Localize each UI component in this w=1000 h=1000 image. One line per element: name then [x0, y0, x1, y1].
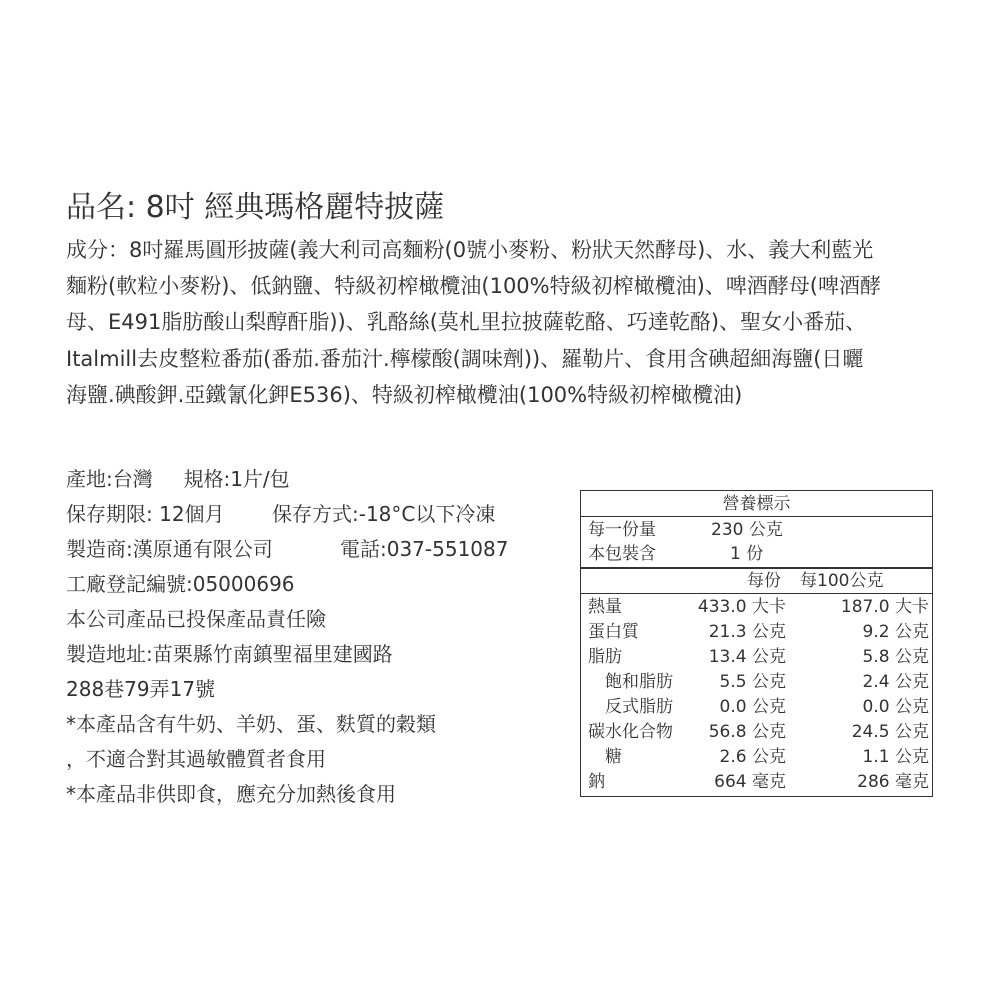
serving-size-label: 每一份量: [588, 520, 656, 540]
nutrient-per-serving: 21.3 公克: [708, 622, 786, 642]
column-per-100g: 每100公克: [800, 571, 884, 591]
origin: 產地:台灣: [66, 467, 153, 491]
nutrient-name: 脂肪: [588, 647, 622, 667]
nutrient-per-serving: 0.0 公克: [719, 697, 786, 717]
ingredients-line: Italmill去皮整粒番茄(番茄.番茄汁.檸檬酸(調味劑))、羅勒片、食用含碘超細海鹽(日曬: [66, 346, 864, 371]
allergen-warning: *本產品含有牛奶、羊奶、蛋、麩質的穀類: [66, 712, 436, 736]
nutrient-name: 碳水化合物: [588, 722, 673, 742]
allergen-warning: ，不適合對其過敏體質者食用: [66, 747, 326, 771]
nutrient-per-100g: 0.0 公克: [862, 697, 929, 717]
nutrient-per-100g: 1.1 公克: [862, 747, 929, 767]
ingredients-line: 成分：8吋羅馬圓形披薩(義大利司高麵粉(0號小麥粉、粉狀天然酵母)、水、義大利藍光: [66, 238, 874, 262]
phone: 電話:037-551087: [340, 537, 509, 561]
nutrient-per-100g: 2.4 公克: [862, 672, 929, 692]
nutrient-per-serving: 5.5 公克: [719, 672, 786, 692]
nutrient-per-serving: 2.6 公克: [719, 747, 786, 767]
nutrient-name: 蛋白質: [588, 622, 639, 642]
ingredients-line: 海鹽.碘酸鉀.亞鐵氰化鉀E536)、特級初榨橄欖油(100%特級初榨橄欖油): [66, 382, 743, 407]
address-line: 288巷79弄17號: [66, 677, 216, 701]
ingredients-line: 麵粉(軟粒小麥粉)、低鈉鹽、特級初榨橄欖油(100%特級初榨橄欖油)、啤酒酵母(啤酒酵: [66, 274, 881, 299]
nutrient-name: 反式脂肪: [605, 697, 673, 717]
nutrition-header: 營養標示: [722, 494, 791, 514]
shelf-life: 保存期限: 12個月: [66, 502, 225, 526]
nutrient-per-serving: 56.8 公克: [708, 722, 786, 742]
product-title: 品名: 8吋 經典瑪格麗特披薩: [66, 190, 445, 225]
insurance-note: 本公司產品已投保產品責任險: [66, 607, 326, 631]
ingredients-line: 母、E491脂肪酸山梨醇酐脂))、乳酪絲(莫札里拉披薩乾酪、巧達乾酪)、聖女小番茄、: [66, 310, 867, 335]
nutrient-per-serving: 433.0 大卡: [697, 597, 786, 617]
nutrient-per-100g: 187.0 大卡: [840, 597, 929, 617]
column-per-serving: 每份: [747, 571, 781, 591]
nutrient-per-100g: 9.2 公克: [862, 622, 929, 642]
factory-registration: 工廠登記編號:05000696: [66, 572, 295, 596]
nutrient-per-100g: 24.5 公克: [851, 722, 929, 742]
nutrient-per-serving: 664 毫克: [714, 772, 786, 792]
nutrient-per-100g: 5.8 公克: [862, 647, 929, 667]
ingredients-text: [66, 232, 926, 413]
servings-label: 本包裝含: [588, 544, 656, 564]
nutrient-name: 鈉: [588, 772, 605, 792]
storage: 保存方式:-18°C以下冷凍: [272, 502, 496, 526]
spec: 規格:1片/包: [183, 467, 290, 491]
nutrition-facts-table: [580, 490, 933, 797]
nutrient-name: 熱量: [588, 597, 622, 617]
servings-value: 1 份: [730, 544, 764, 564]
address-line: 製造地址:苗栗縣竹南鎮聖福里建國路: [66, 642, 393, 666]
nutrient-name: 糖: [605, 747, 622, 767]
nutrient-per-serving: 13.4 公克: [708, 647, 786, 667]
manufacturer: 製造商:漢原通有限公司: [66, 537, 273, 561]
nutrient-per-100g: 286 毫克: [857, 772, 929, 792]
heating-note: *本產品非供即食，應充分加熱後食用: [66, 782, 396, 806]
serving-size-value: 230 公克: [711, 520, 783, 540]
nutrient-name: 飽和脂肪: [605, 672, 673, 692]
